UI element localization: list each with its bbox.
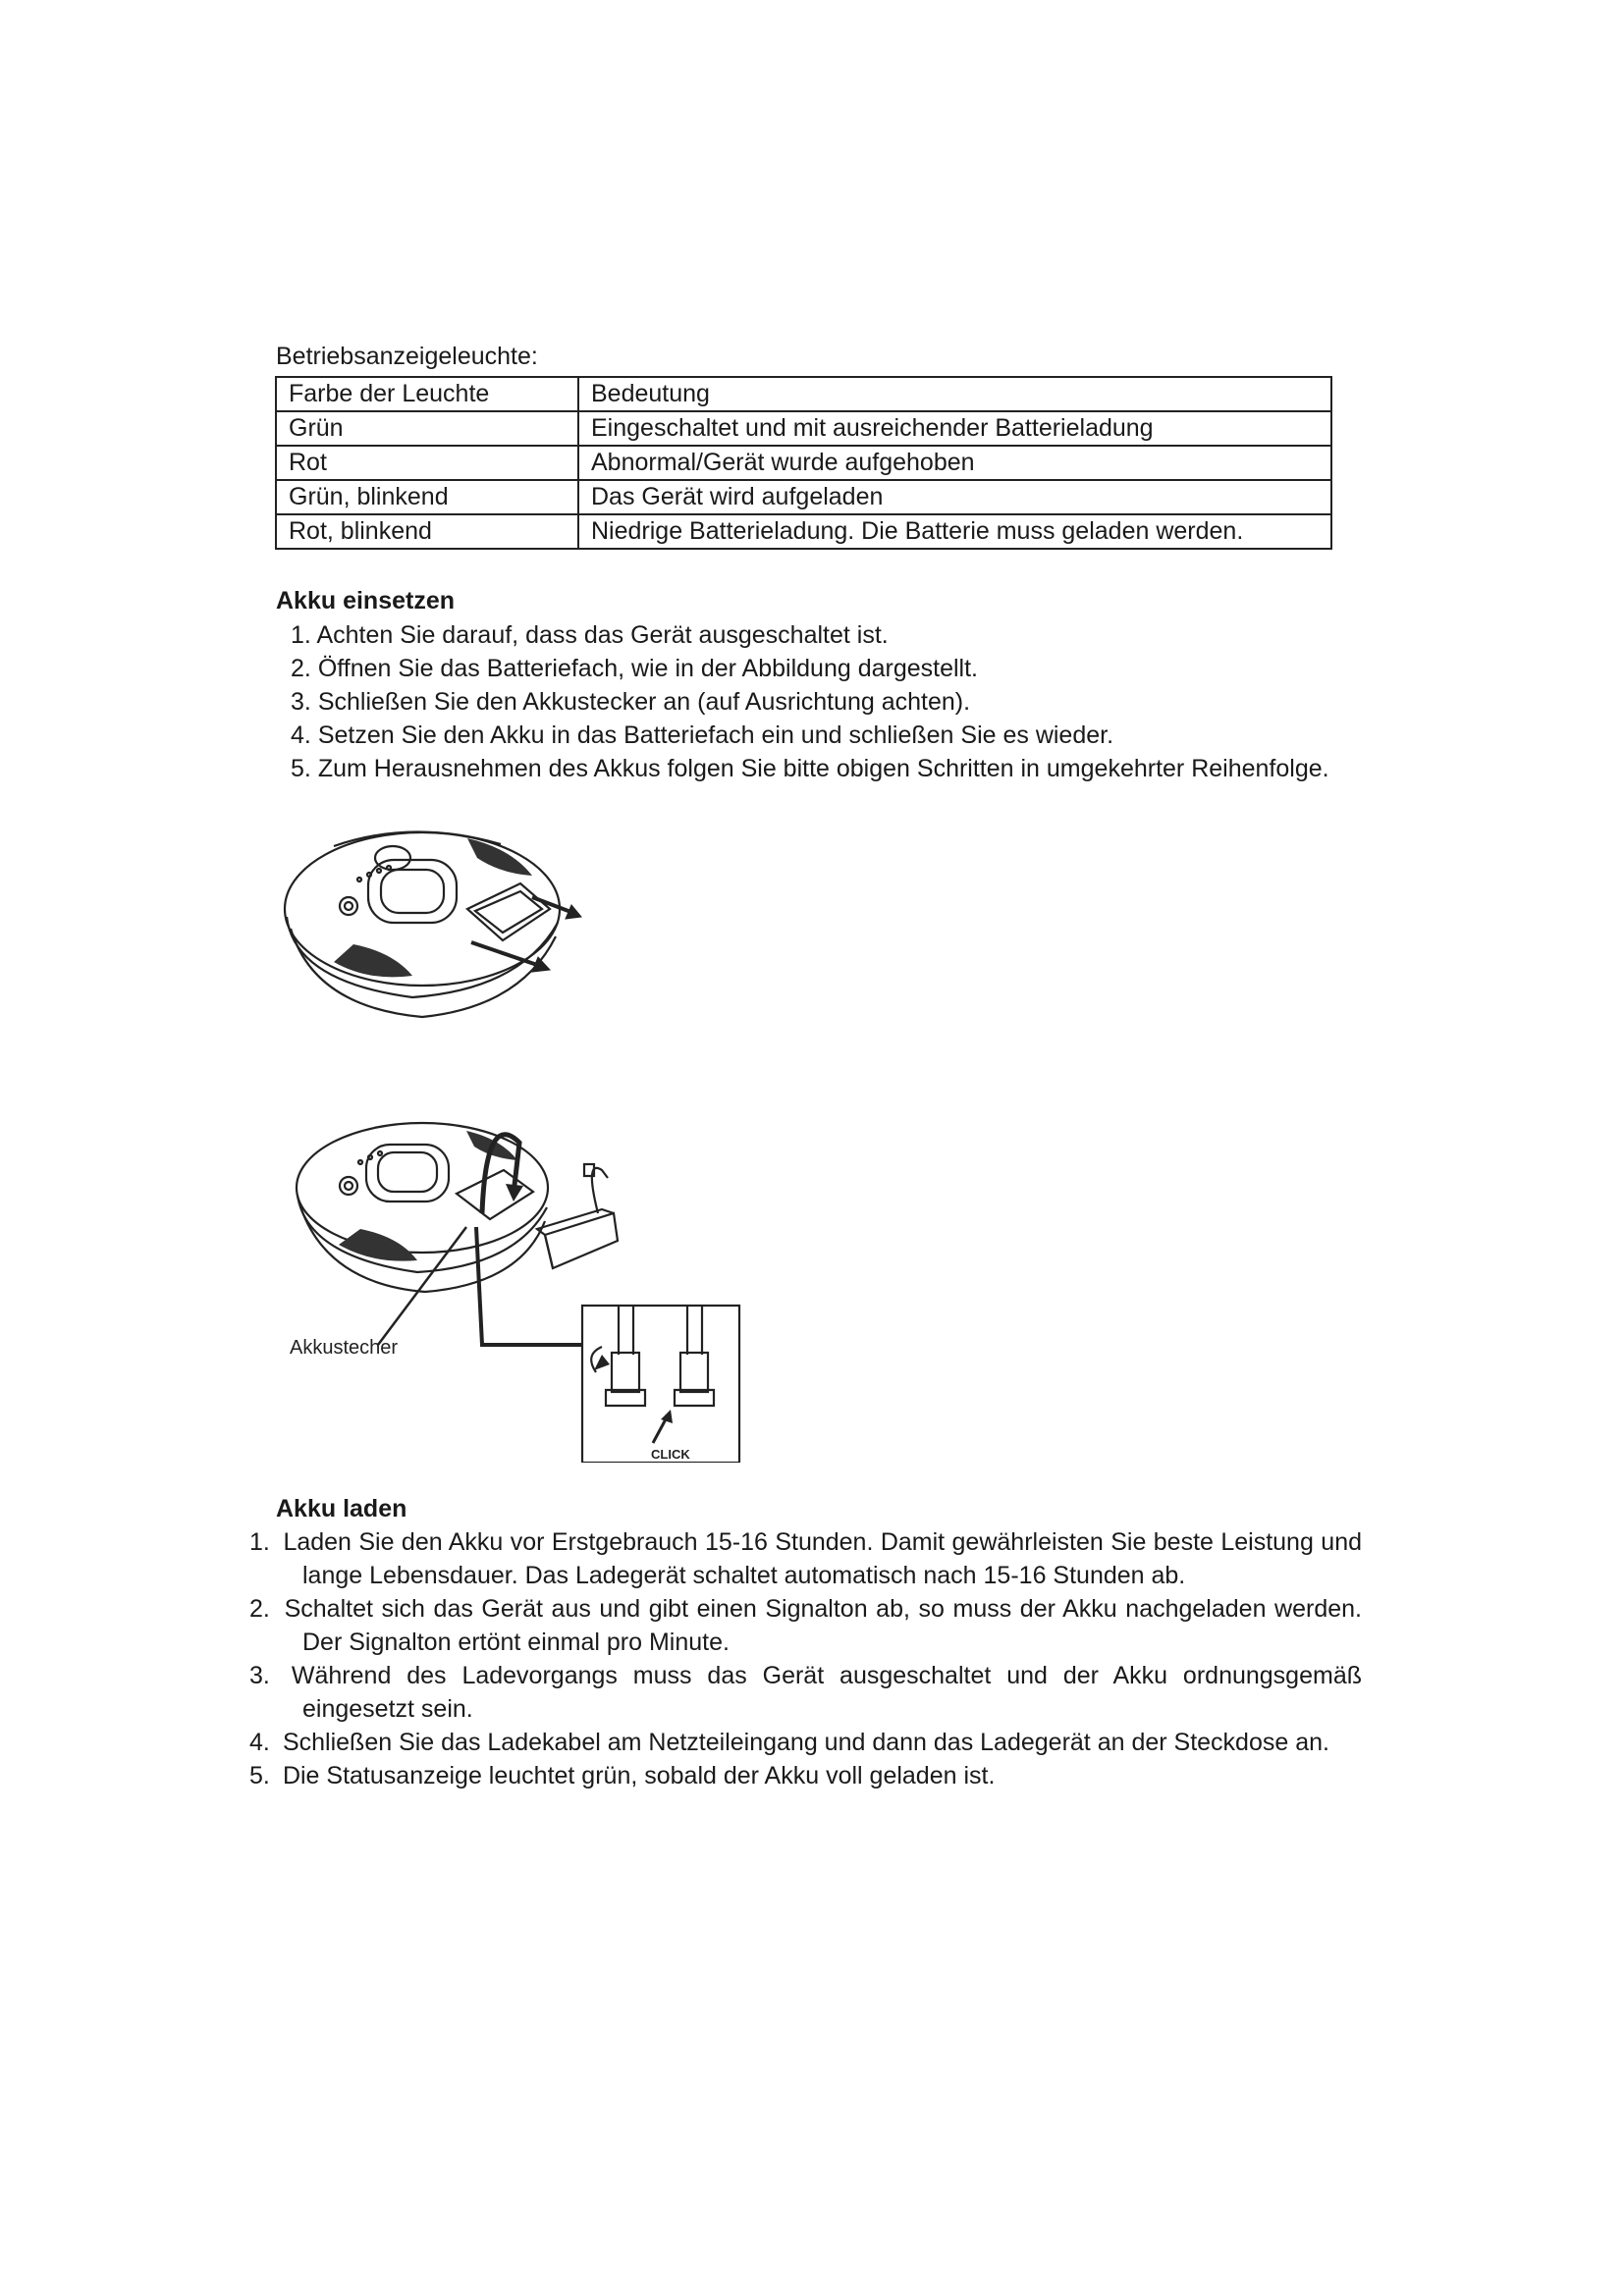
battery-connector-illustration	[290, 1119, 751, 1463]
list-item: 2. Schaltet sich das Gerät aus und gibt einen Signalton ab, so muss der Akku nachgeladen werden. Der Signalton ertönt einmal pro Minute.	[249, 1595, 1363, 1656]
table-cell: Niedrige Batterieladung. Die Batterie muss geladen werden.	[578, 514, 1331, 549]
column-header-color: Farbe der Leuchte	[276, 377, 578, 411]
table-row	[276, 480, 1331, 514]
step-text: Setzen Sie den Akku in das Batteriefach ein und schließen Sie es wieder.	[317, 721, 1114, 749]
power-button-icon	[340, 897, 357, 915]
install-steps	[291, 618, 1371, 785]
step-text: Schließen Sie den Akkustecker an (auf Ausrichtung achten).	[317, 688, 971, 716]
table-row	[276, 446, 1331, 480]
connector-label: Akkustecher	[290, 1337, 399, 1359]
step-text: Zum Herausnehmen des Akkus folgen Sie bitte obigen Schritten in umgekehrter Reihenfolge.	[317, 755, 1329, 782]
step-number: 4.	[291, 721, 311, 749]
table-cell: Abnormal/Gerät wurde aufgehoben	[578, 446, 1331, 480]
battery-pack-icon	[545, 1213, 618, 1268]
column-header-meaning: Bedeutung	[578, 377, 1331, 411]
power-button-icon	[340, 1177, 357, 1195]
list-item	[291, 685, 1371, 719]
step-text: Die Statusanzeige leuchtet grün, sobald der Akku voll geladen ist.	[282, 1762, 996, 1789]
table-cell: Grün	[276, 411, 578, 446]
list-item: 5. Die Statusanzeige leuchtet grün, sobald der Akku voll geladen ist.	[249, 1762, 996, 1789]
robot-body-outline	[285, 832, 560, 986]
list-item: 1. Laden Sie den Akku vor Erstgebrauch 15-16 Stunden. Damit gewährleisten Sie beste Leistung und lange Lebensdauer. Das Ladegerät schaltet automatisch nach 15-16 Stunden ab.	[249, 1528, 1363, 1589]
plug-icon	[612, 1353, 639, 1392]
list-item	[291, 652, 1371, 685]
list-item: 4. Schließen Sie das Ladekabel am Netzteileingang und dann das Ladegerät an der Steckdose an.	[249, 1729, 1329, 1756]
socket-icon	[680, 1353, 708, 1392]
step-number: 3.	[291, 688, 311, 716]
step-number: 1.	[291, 621, 311, 649]
list-item	[291, 719, 1371, 752]
table-row	[276, 411, 1331, 446]
indicator-caption: Betriebsanzeigeleuchte:	[276, 343, 538, 370]
step-text: Schaltet sich das Gerät aus und gibt einen Signalton ab, so muss der Akku nachgeladen werden. Der Signalton ertönt einmal pro Minute.	[284, 1595, 1363, 1656]
step-text: Während des Ladevorgangs muss das Gerät ausgeschaltet und der Akku ordnungsgemäß eingesetzt sein.	[291, 1662, 1362, 1723]
step-number: 5.	[291, 755, 311, 782]
table-cell: Das Gerät wird aufgeladen	[578, 480, 1331, 514]
brush-shading	[339, 1229, 417, 1261]
battery-compartment-outline	[457, 1170, 533, 1219]
list-item: 3. Während des Ladevorgangs muss das Gerät ausgeschaltet und der Akku ordnungsgemäß eingesetzt sein.	[249, 1662, 1362, 1723]
install-heading: Akku einsetzen	[276, 587, 456, 614]
list-item	[291, 752, 1371, 785]
table-header-row	[276, 377, 1331, 411]
step-text: Laden Sie den Akku vor Erstgebrauch 15-16 Stunden. Damit gewährleisten Sie beste Leistung und lange Lebensdauer. Das Ladegerät schaltet automatisch nach 15-16 Stunden ab.	[283, 1528, 1363, 1589]
open-compartment-illustration	[275, 815, 599, 1031]
click-label: CLICK	[651, 1447, 690, 1462]
table-row	[276, 514, 1331, 549]
arrow-icon	[471, 942, 540, 966]
table-cell: Eingeschaltet und mit ausreichender Batterieladung	[578, 411, 1331, 446]
indicator-table	[275, 376, 1332, 550]
list-item	[291, 618, 1371, 652]
step-text: Öffnen Sie das Batteriefach, wie in der Abbildung dargestellt.	[317, 655, 978, 682]
step-number: 2.	[291, 655, 311, 682]
step-text: Achten Sie darauf, dass das Gerät ausgeschaltet ist.	[316, 621, 889, 649]
table-cell: Rot	[276, 446, 578, 480]
table-cell: Rot, blinkend	[276, 514, 578, 549]
step-text: Schließen Sie das Ladekabel am Netzteileingang und dann das Ladegerät an der Steckdose an.	[282, 1729, 1329, 1756]
charge-steps	[249, 1525, 1363, 1792]
connector-detail-box	[582, 1306, 739, 1463]
table-cell: Grün, blinkend	[276, 480, 578, 514]
charge-heading: Akku laden	[276, 1495, 407, 1522]
